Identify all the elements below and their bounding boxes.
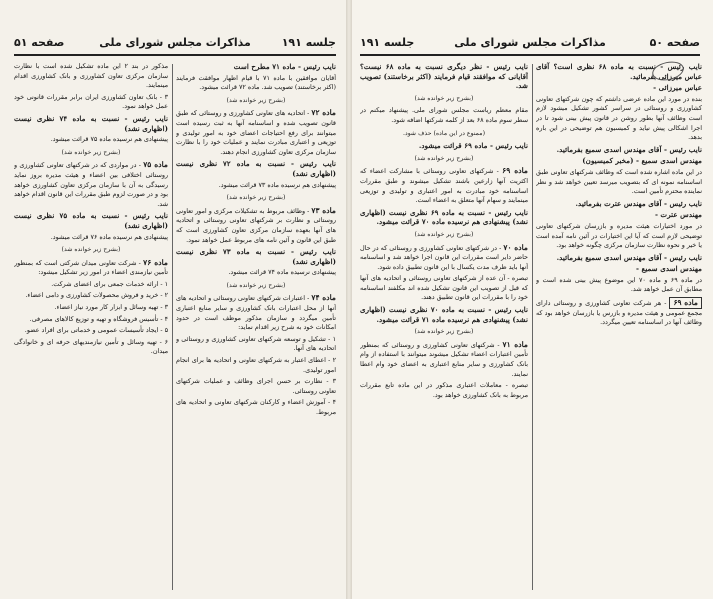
- article-text: - در شرکتهای تعاونی کشاورزی و روستائی که در حال حاضر دایر است مقررات این قانون اجرا خواهد شد و اساسنامه آنها باید ظرف مدت یکسال با این قانون تطبیق داده شود.: [360, 243, 528, 271]
- article-paragraph: [176, 108, 336, 157]
- right-page: [352, 0, 713, 599]
- speaker-line: نایب رئیس - نسبت به ماده ۷۵ نظری نیست (اظهاری نشد): [14, 211, 168, 230]
- speaker-line: نایب رئیس - نظر دیگری نسبت به ماده ۶۸ نیست؟ آقایانی که موافقند قیام فرمایند (اکثر برخاستند) تصویب شد.: [360, 62, 528, 91]
- article-text: - اتحادیه های تعاونی کشاورزی و روستائی که طبق قانون تصویب شده و اساسنامه آنها به ثبت رسیده است میتوانند برای رفع احتیاجات اعضای خود به امور تولیدی و توزیعی و اعتباری مبادرت نمایند و عملیات خود را با نظارت سازمان مرکزی تعاون کشاورزی انجام دهند.: [176, 109, 336, 156]
- column-divider: [172, 64, 173, 590]
- body-paragraph: تبصره - آن عده از شرکتهای تعاونی روستائی و اتحادیه های آنها که قبل از تصویب این قانون تشکیل شده اند مکلفند اساسنامه خود را با مقررات این قانون تطبیق دهند.: [360, 274, 528, 302]
- body-paragraph: در این ماده اشاره شده است که وظائف شرکتهای تعاونی طبق اساسنامه نمونه ای که بتصویب میرسد تعیین خواهد شد و نظر نماینده محترم تأمین است.: [536, 167, 702, 196]
- session-label: جلسه ۱۹۱: [360, 36, 415, 49]
- article-paragraph: [176, 206, 336, 245]
- speaker-line: نایب رئیس - آقای مهندس عترت بفرمائید.: [575, 198, 702, 208]
- session-label: جلسه ۱۹۱: [281, 36, 336, 49]
- article-paragraph: [14, 258, 168, 278]
- article-text: - وظائف مربوط به تشکیلات مرکزی و امور تعاونی روستائی و نظارت بر شرکتهای تعاونی روستائی و اتحادیه های آنها بعهده سازمان مرکزی تعاون کشاورزی است که طبق این قانون و آئین نامه های مربوط عمل خواهد نمود.: [176, 206, 336, 244]
- speaker-line: نایب رئیس - نسبت به ماده ۷۰ نظری نیست (اظهاری نشد) پیشنهادی هم نرسیده ماده ۷۱ قرائت میشود.: [360, 305, 528, 324]
- speaker-line: عباس میرزائی -: [653, 83, 702, 93]
- speaker-line: مهندس عترت -: [654, 210, 702, 220]
- body-paragraph: ۳ - نظارت بر حسن اجرای وظائف و عملیات شرکتهای تعاونی روستائی.: [176, 377, 336, 395]
- body-paragraph: مقام معظم ریاست مجلس شورای ملی. پیشنهاد میکنم در سطر سوم ماده ۶۸ بعد از کلمه شرکتها اضافه شود.: [360, 106, 528, 124]
- article-paragraph: [360, 340, 528, 379]
- body-paragraph: ۳ - تهیه وسائل و ابزار کار مورد نیاز اعضاء.: [54, 303, 168, 312]
- speaker-line: نایب رئیس - آقای مهندس اسدی سمیع بفرمائید.: [556, 252, 702, 262]
- speaker-line: نایب رئیس - نسبت به ماده ۷۲ نظری نیست (اظهاری نشد): [176, 159, 336, 178]
- speaker-line: مهندس اسدی سمیع - (مخبر کمیسیون): [582, 156, 702, 166]
- speaker-line: نایب رئیس - نسبت به ماده ۶۹ نظری نیست (اظهاری نشد) پیشنهادی هم نرسیده ماده ۷۰ قرائت میشود.: [360, 207, 528, 227]
- article-label: ماده ۷۵: [143, 160, 168, 170]
- left-page-header: [14, 34, 336, 56]
- body-paragraph: پیشنهادی هم نرسیده ماده ۷۵ قرائت میشود.: [50, 135, 168, 144]
- article-label: ماده ۶۹: [669, 297, 702, 309]
- article-label: ماده ۷۶: [143, 257, 168, 267]
- body-paragraph: پیشنهادی هم نرسیده ماده ۷۳ قرائت میشود.: [218, 180, 336, 189]
- header-title: مذاکرات مجلس شورای ملی: [99, 36, 251, 49]
- body-paragraph: بنده در مورد این ماده عرضی داشتم که چون شرکتهای تعاونی کشاورزی و روستائی در سراسر کشور تشکیل میشود لازم است وظائف آنها بطور روشن در قانون پیش بینی شود تا در اجرا اشکالی پیش نیاید و کمیسیون هم توضیحی در این باره بدهد.: [536, 94, 702, 142]
- article-paragraph: [536, 297, 702, 328]
- page-number: صفحه ۵۰: [649, 36, 700, 49]
- right-page-left-column: [360, 62, 528, 592]
- article-label: ماده ۷۰: [503, 242, 528, 252]
- speaker-line: مهندس اسدی سمیع -: [636, 264, 702, 274]
- left-page: [0, 0, 346, 599]
- body-paragraph: پیشنهادی هم نرسیده ماده ۷۶ قرائت میشود.: [50, 232, 168, 241]
- article-label: ماده ۷۴: [311, 293, 336, 303]
- reading-note: (بشرح زیر خوانده شد): [61, 246, 121, 254]
- body-paragraph: پیشنهادی نرسیده ماده ۷۴ قرائت میشود.: [228, 268, 336, 277]
- left-page-left-column: [14, 62, 168, 592]
- article-text: - شرکتهای تعاونی روستائی با مشارکت اعضاء که اکثریت آنها زارعین باشند تشکیل میشوند و طبق مقررات اساسنامه خود مبادرت به امور اعتباری و تولیدی و توزیعی مینمایند و سهام آنها متعلق به اعضاء است.: [360, 167, 528, 205]
- body-paragraph: ۶ - تهیه وسائل و تأمین نیازمندیهای حرفه ای و خانوادگی میدان.: [14, 337, 168, 356]
- body-paragraph: مذکور در بند ۲ این ماده تشکیل شده است با نظارت سازمان مرکزی تعاون کشاورزی و بانک کشاورزی اقدام مینمایند.: [14, 62, 168, 90]
- article-text: - شرکتهای تعاونی کشاورزی و روستائی که بمنظور تأمین اعتبارات اعضاء تشکیل میشوند میتوانند با استفاده از وام بانک کشاورزی و سایر منابع اعتباری به اعضای خود وام اعطا نمایند.: [360, 340, 528, 378]
- reading-note: (بشرح زیر خوانده شد): [226, 281, 286, 289]
- left-page-right-column: [176, 62, 336, 592]
- article-paragraph: [360, 166, 528, 205]
- column-divider: [532, 64, 533, 590]
- reading-note: (بشرح زیر خوانده شد): [414, 154, 474, 162]
- article-label: ماده ۶۹: [502, 166, 528, 176]
- body-paragraph: ۲ - اعطای اعتبار به شرکتهای تعاونی و اتحادیه ها برای انجام امور تولیدی.: [176, 356, 336, 374]
- article-label: ماده ۷۱: [502, 339, 528, 349]
- body-paragraph: آقایان موافقین با ماده ۷۱ با قیام اظهار موافقت فرمایند (اکثر برخاستند) تصویب شد. ماده ۷۲ قرائت میشود.: [176, 73, 336, 92]
- speaker-line: نایب رئیس - آقای مهندس اسدی سمیع بفرمائید.: [556, 144, 702, 154]
- reading-note: (بشرح زیر خوانده شد): [226, 96, 286, 104]
- reading-note: (بشرح زیر خوانده شد): [414, 94, 474, 102]
- speaker-line: نایب رئیس - نسبت به ماده ۷۳ نظری نیست (اظهاری نشد): [176, 247, 336, 266]
- reading-note: (بشرح زیر خوانده شد): [414, 230, 474, 238]
- body-paragraph: تبصره - معاملات اعتباری مذکور در این ماده تابع مقررات مربوط به بانک کشاورزی خواهد بود.: [360, 381, 528, 399]
- article-label: ماده ۷۲: [311, 108, 336, 118]
- article-text: - اعتبارات شرکتهای تعاونی روستائی و اتحادیه های آنها از محل اعتبارات بانک کشاورزی و سایر منابع اعتباری تأمین میگردد و سازمان مذکور موظف است در حدود امکانات خود به شرح زیر اقدام نماید:: [176, 294, 336, 332]
- reading-note: (بشرح زیر خوانده شد): [414, 328, 474, 336]
- article-paragraph: [176, 293, 336, 332]
- body-paragraph: ۵ - ایجاد تأسیسات عمومی و خدماتی برای افراد عضو.: [24, 326, 168, 335]
- speaker-line: نایب رئیس - ماده ۷۱ مطرح است: [233, 62, 336, 71]
- body-paragraph: ۱ - تشکیل و توسعه شرکتهای تعاونی کشاورزی و روستائی و اتحادیه های آنها.: [176, 334, 336, 353]
- reading-note: (بشرح زیر خوانده شد): [61, 148, 121, 156]
- article-text: - شرکت تعاونی میدان شرکتی است که بمنظور تأمین نیازمندی اعضاء در امور زیر تشکیل میشود:: [14, 258, 168, 277]
- article-paragraph: [14, 160, 168, 209]
- speaker-line: نایب رئیس - ماده ۶۹ قرائت میشود.: [418, 141, 528, 151]
- right-page-header: [360, 34, 700, 56]
- right-page-right-column: [536, 62, 702, 592]
- body-paragraph: در ماده ۶۹ و ماده ۷۰ این موضوع پیش بینی شده است و مطابق آن عمل خواهد شد.: [536, 275, 702, 294]
- reading-note: (بشرح زیر خوانده شد): [226, 194, 286, 202]
- page-number: صفحه ۵۱: [14, 36, 65, 49]
- body-paragraph: ۳ - بانک تعاون کشاورزی ایران برابر مقررات قانونی خود عمل خواهد نمود.: [14, 92, 168, 111]
- header-title: مذاکرات مجلس شورای ملی: [454, 36, 606, 49]
- article-paragraph: [360, 243, 528, 273]
- speaker-line: نایب رئیس - نسبت به ماده ۶۸ نظری است؟ آقای عباس میرزائی بفرمائید.: [536, 62, 702, 81]
- speaker-line: نایب رئیس - نسبت به ماده ۷۴ نظری نیست (اظهاری نشد): [14, 113, 168, 133]
- body-paragraph: ۴ - تأسیس فروشگاه و تهیه و توزیع کالاهای مصرفی.: [29, 314, 168, 323]
- body-paragraph: ۱ - ارائه خدمات جمعی برای اعضای شرکت.: [51, 279, 168, 288]
- body-paragraph: ۲ - خرید و فروش محصولات کشاورزی و دامی اعضاء.: [25, 291, 168, 300]
- reading-note: (ممنوع در این ماده) حذف شود.: [403, 129, 485, 137]
- body-paragraph: در مورد اختیارات هیئت مدیره و بازرسان شرکتهای تعاونی توضیحی لازم است که آیا این اختیارات در آئین نامه آمده است یا خیر و نحوه نظارت سازمان مرکزی چگونه خواهد بود.: [536, 221, 702, 250]
- article-text: - در مواردی که در شرکتهای تعاونی کشاورزی و روستائی اختلافی بین اعضاء و هیئت مدیره بروز نماید رسیدگی به آن با سازمان مرکزی تعاون کشاورزی خواهد بود و در صورت لزوم طبق مقررات این قانون اقدام خواهد شد.: [14, 161, 168, 208]
- article-label: ماده ۷۳: [311, 205, 336, 215]
- body-paragraph: ۴ - آموزش اعضاء و کارکنان شرکتهای تعاونی و اتحادیه های مربوط.: [176, 398, 336, 416]
- article-text: - هر شرکت تعاونی کشاورزی و روستائی دارای مجمع عمومی و هیئت مدیره و بازرس یا بازرسان خواهد بود که وظائف آنها در اساسنامه تعیین میگردد.: [536, 299, 702, 327]
